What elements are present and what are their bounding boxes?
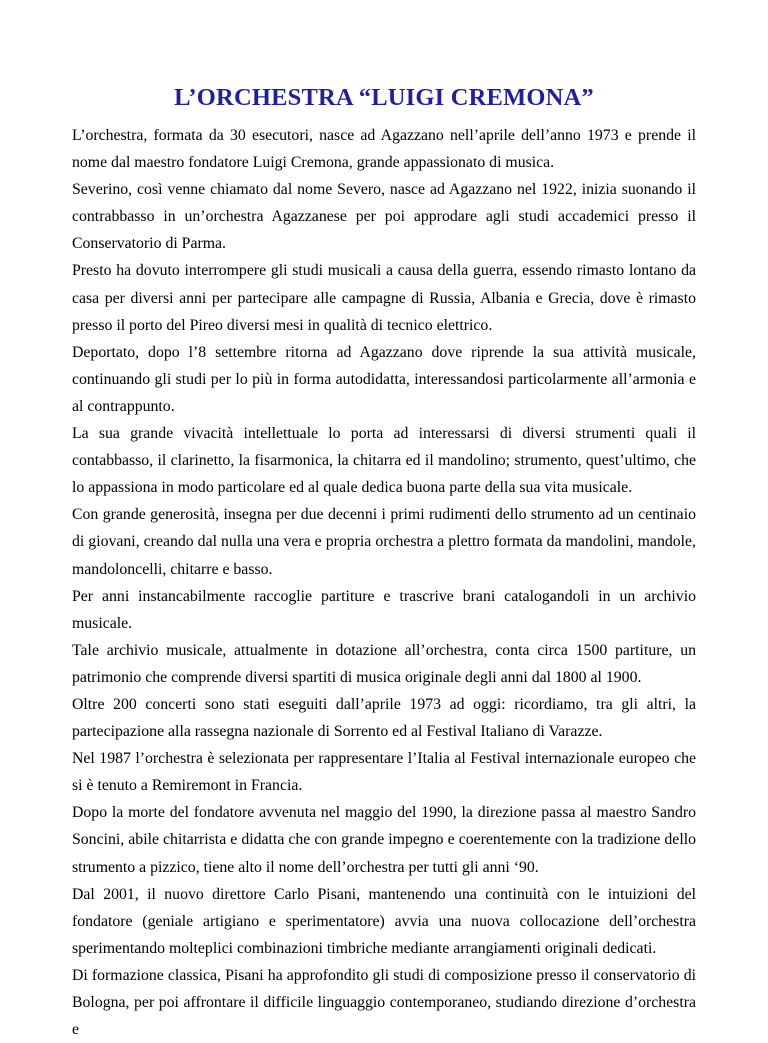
paragraph: Oltre 200 concerti sono stati eseguiti dall’aprile 1973 ad oggi: ricordiamo, tra gli altri, la partecipazione alla rassegna nazionale di Sorrento ed al Festival Italiano di Varazze.: [72, 695, 696, 741]
paragraph: Nel 1987 l’orchestra è selezionata per rappresentare l’Italia al Festival internazionale europeo che si è tenuto a Remiremont in Francia.: [72, 750, 696, 795]
paragraph: Tale archivio musicale, attualmente in dotazione all’orchestra, conta circa 1500 partiture, un patrimonio che comprende diversi spartiti di musica originale degli anni dal 1800 al 1900.: [72, 641, 696, 686]
paragraph: Per anni instancabilmente raccoglie partiture e trascrive brani catalogandoli in un archivio musicale.: [72, 587, 696, 632]
paragraph: L’orchestra, formata da 30 esecutori, nasce ad Agazzano nell’aprile dell’anno 1973 e prende il nome dal maestro fondatore Luigi Cremona, grande appassionato di musica.: [72, 127, 696, 172]
paragraph: Con grande generosità, insegna per due decenni i primi rudimenti dello strumento ad un centinaio di giovani, creando dal nulla una vera e propria orchestra a plettro formata da mandolini, mandole, mandoloncelli, chitarre e basso.: [72, 506, 696, 578]
paragraph: Severino, così venne chiamato dal nome Severo, nasce ad Agazzano nel 1922, inizia suonando il contrabbasso in un’orchestra Agazzanese per poi approdare agli studi accademici presso il Conservatorio di Parma.: [72, 181, 696, 253]
paragraph: Dal 2001, il nuovo direttore Carlo Pisani, mantenendo una continuità con le intuizioni del fondatore (geniale artigiano e sperimentatore) avvia una nuova collocazione dell’orchestra sperimentando molteplici combinazioni timbriche mediante arrangiamenti originali dedicati.: [72, 885, 696, 957]
document-body: [72, 122, 696, 1043]
paragraph: La sua grande vivacità intellettuale lo porta ad interessarsi di diversi strumenti quali il contabbasso, il clarinetto, la fisarmonica, la chitarra ed il mandolino; strumento, quest’ultimo, che lo appassiona in modo particolare ed al quale dedica buona parte della sua vita musicale.: [72, 425, 696, 497]
paragraph: Presto ha dovuto interrompere gli studi musicali a causa della guerra, essendo rimasto lontano da casa per diversi anni per partecipare alle campagne di Russia, Albania e Grecia, dove è rimasto presso il porto del Pireo diversi mesi in qualità di tecnico elettrico.: [72, 262, 696, 334]
paragraph: Di formazione classica, Pisani ha approfondito gli studi di composizione presso il conservatorio di Bologna, per poi affrontare il difficile linguaggio contemporaneo, studiando direzione d’orchestra e: [72, 966, 696, 1039]
paragraph: Deportato, dopo l’8 settembre ritorna ad Agazzano dove riprende la sua attività musicale, continuando gli studi per lo più in forma autodidatta, interessandosi particolarmente all’armonia e al contrappunto.: [72, 343, 696, 415]
paragraph: Dopo la morte del fondatore avvenuta nel maggio del 1990, la direzione passa al maestro Sandro Soncini, abile chitarrista e didatta che con grande impegno e coerentemente con la tradizione dello strumento a pizzico, tiene alto il nome dell’orchestra per tutti gli anni ‘90.: [72, 804, 696, 876]
document-title: L’ORCHESTRA “LUIGI CREMONA”: [174, 84, 594, 111]
